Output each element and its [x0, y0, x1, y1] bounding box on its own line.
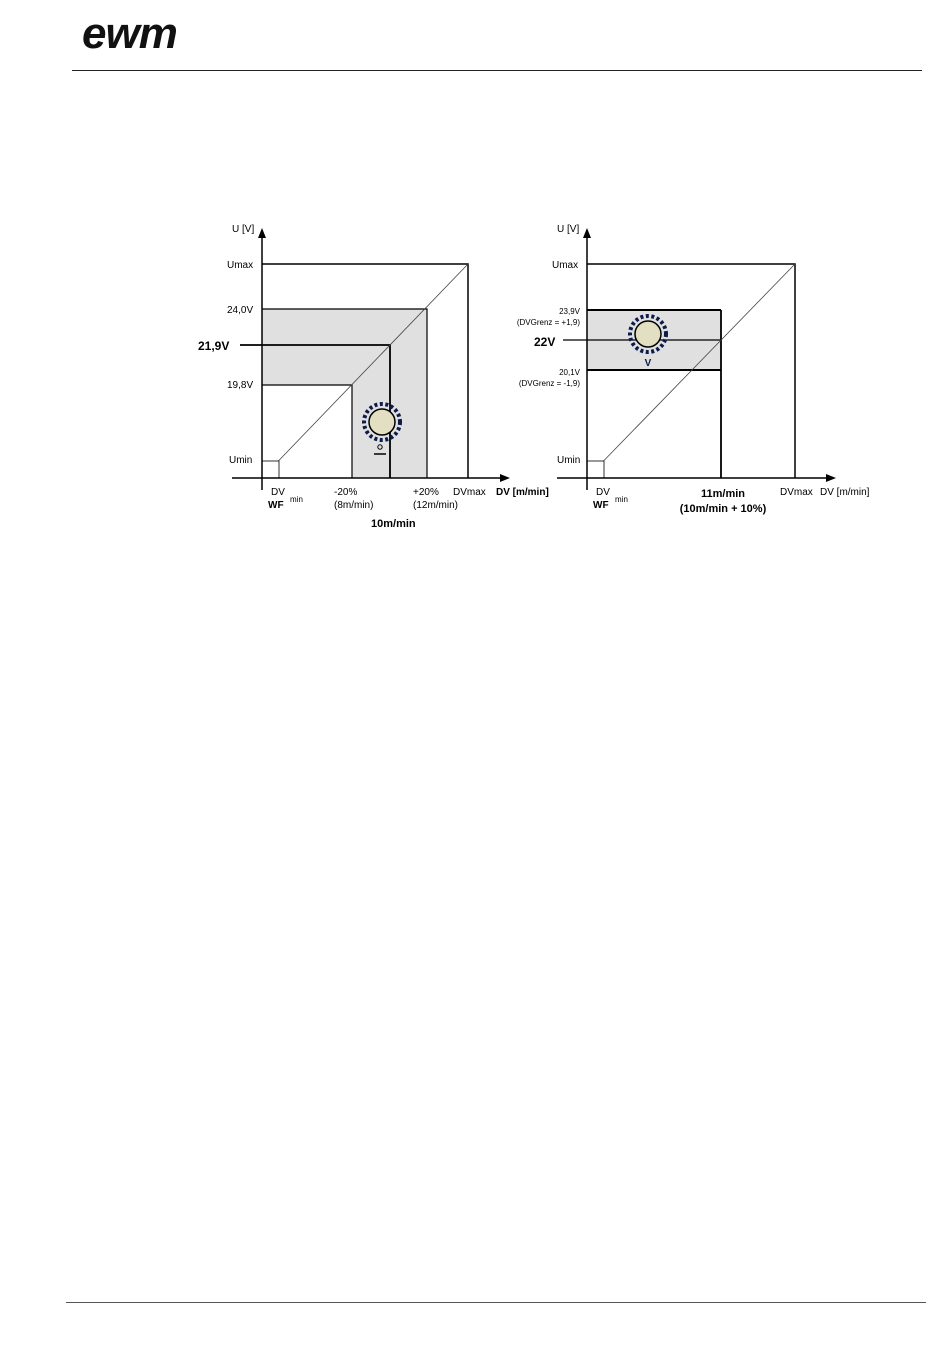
label-11mmin: 11m/min	[700, 488, 746, 500]
label-wf: WF	[268, 500, 284, 511]
label-12mmin: (12m/min)	[413, 500, 459, 511]
footer-divider	[66, 1302, 926, 1303]
logo-text: ewm	[82, 10, 177, 54]
label-minus20: -20%	[334, 487, 358, 498]
x-axis-label: DV [m/min]	[820, 487, 870, 498]
label-min: min	[615, 495, 628, 504]
label-dv: DV	[271, 487, 285, 498]
label-dv: DV	[596, 487, 610, 498]
label-21-9v: 21,9V	[198, 339, 230, 353]
y-axis-arrow	[583, 228, 591, 238]
label-10mmin: 10m/min	[371, 518, 416, 530]
label-24v: 24,0V	[227, 305, 254, 316]
header-divider	[72, 70, 922, 71]
label-min: min	[290, 495, 303, 504]
min-square	[587, 461, 604, 478]
label-20-1v-note: (DVGrenz = -1,9)	[518, 379, 580, 388]
label-umax: Umax	[552, 260, 579, 271]
label-umin: Umin	[557, 455, 581, 466]
label-dvmax: DVmax	[453, 487, 486, 498]
label-22v: 22V	[534, 335, 556, 349]
label-plus20: +20%	[413, 487, 439, 498]
label-19-8v: 19,8V	[227, 380, 254, 391]
min-square	[262, 461, 279, 478]
label-8mmin: (8m/min)	[334, 500, 374, 511]
x-axis-label: DV [m/min]	[496, 487, 549, 498]
label-wf: WF	[593, 500, 609, 511]
ewm-logo	[82, 10, 214, 54]
label-umin: Umin	[229, 455, 253, 466]
label-23-9v: 23,9V	[559, 307, 580, 316]
label-umax: Umax	[227, 260, 254, 271]
label-dvmax: DVmax	[780, 487, 813, 498]
label-20-1v: 20,1V	[559, 368, 580, 377]
y-axis-label: U [V]	[232, 224, 255, 235]
diagram-right	[505, 215, 875, 520]
knob-icon	[635, 321, 661, 347]
knob-icon	[369, 409, 395, 435]
label-11mmin-note: (10m/min + 10%)	[679, 503, 767, 515]
label-23-9v-note: (DVGrenz = +1,9)	[516, 318, 580, 327]
y-axis-arrow	[258, 228, 266, 238]
x-axis-arrow	[826, 474, 836, 482]
y-axis-label: U [V]	[557, 224, 580, 235]
knob-unit-label: V	[644, 358, 652, 369]
